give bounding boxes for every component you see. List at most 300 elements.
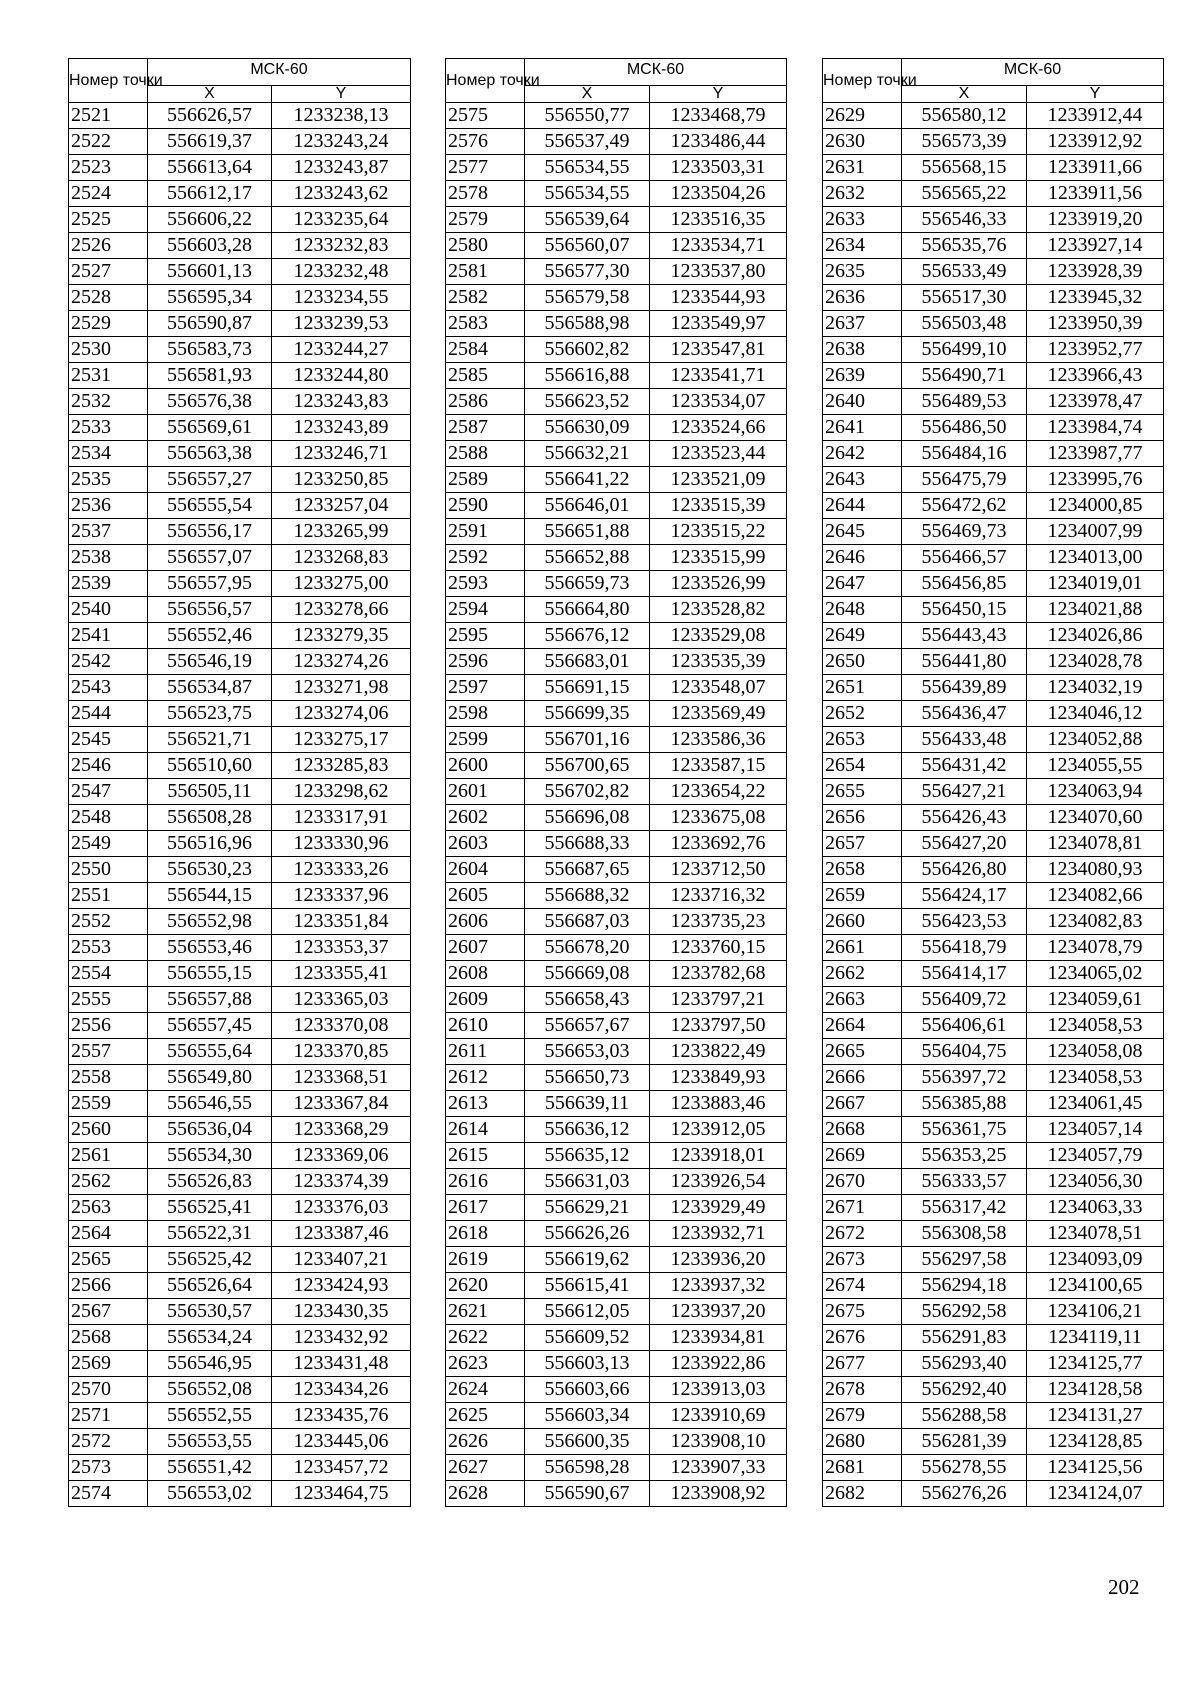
x-coordinate-cell: 556669,08 bbox=[525, 961, 650, 987]
y-coordinate-cell: 1233549,97 bbox=[650, 311, 787, 337]
table-row bbox=[69, 467, 411, 493]
y-coordinate-cell: 1234082,83 bbox=[1027, 909, 1164, 935]
y-header: Y bbox=[1027, 86, 1164, 103]
table-row bbox=[69, 311, 411, 337]
table-row bbox=[823, 233, 1164, 259]
table-row bbox=[69, 779, 411, 805]
point-number-cell: 2570 bbox=[69, 1377, 148, 1403]
table-row bbox=[69, 181, 411, 207]
table-row bbox=[69, 1117, 411, 1143]
point-number-cell: 2623 bbox=[446, 1351, 525, 1377]
y-coordinate-cell: 1233908,92 bbox=[650, 1481, 787, 1507]
point-number-cell: 2535 bbox=[69, 467, 148, 493]
table-row bbox=[446, 1039, 787, 1065]
y-coordinate-cell: 1233675,08 bbox=[650, 805, 787, 831]
y-coordinate-cell: 1234125,77 bbox=[1027, 1351, 1164, 1377]
table-row bbox=[823, 363, 1164, 389]
y-coordinate-cell: 1233950,39 bbox=[1027, 311, 1164, 337]
point-number-cell: 2549 bbox=[69, 831, 148, 857]
table-row bbox=[446, 987, 787, 1013]
y-coordinate-cell: 1234056,30 bbox=[1027, 1169, 1164, 1195]
y-coordinate-cell: 1233274,26 bbox=[272, 649, 411, 675]
x-coordinate-cell: 556276,26 bbox=[902, 1481, 1027, 1507]
x-coordinate-cell: 556557,45 bbox=[148, 1013, 272, 1039]
x-coordinate-cell: 556603,34 bbox=[525, 1403, 650, 1429]
y-coordinate-cell: 1234070,60 bbox=[1027, 805, 1164, 831]
y-coordinate-cell: 1233232,83 bbox=[272, 233, 411, 259]
y-coordinate-cell: 1233937,32 bbox=[650, 1273, 787, 1299]
point-number-cell: 2583 bbox=[446, 311, 525, 337]
point-number-cell: 2630 bbox=[823, 129, 902, 155]
x-coordinate-cell: 556385,88 bbox=[902, 1091, 1027, 1117]
point-number-cell: 2538 bbox=[69, 545, 148, 571]
y-coordinate-cell: 1233945,32 bbox=[1027, 285, 1164, 311]
point-number-cell: 2639 bbox=[823, 363, 902, 389]
table-row bbox=[446, 103, 787, 129]
table-row bbox=[69, 545, 411, 571]
x-coordinate-cell: 556278,55 bbox=[902, 1455, 1027, 1481]
table-row bbox=[823, 1481, 1164, 1507]
point-number-header: Номер точки bbox=[69, 59, 148, 103]
table-row bbox=[69, 701, 411, 727]
table-row bbox=[823, 805, 1164, 831]
table-row bbox=[69, 233, 411, 259]
point-number-cell: 2526 bbox=[69, 233, 148, 259]
y-coordinate-cell: 1233735,23 bbox=[650, 909, 787, 935]
x-coordinate-cell: 556534,24 bbox=[148, 1325, 272, 1351]
point-number-cell: 2634 bbox=[823, 233, 902, 259]
table-row bbox=[823, 857, 1164, 883]
y-coordinate-cell: 1233387,46 bbox=[272, 1221, 411, 1247]
y-coordinate-cell: 1233486,44 bbox=[650, 129, 787, 155]
table-row bbox=[69, 207, 411, 233]
x-coordinate-cell: 556552,08 bbox=[148, 1377, 272, 1403]
x-coordinate-cell: 556557,07 bbox=[148, 545, 272, 571]
y-coordinate-cell: 1233910,69 bbox=[650, 1403, 787, 1429]
table-row bbox=[69, 805, 411, 831]
table-row bbox=[69, 1299, 411, 1325]
point-number-cell: 2656 bbox=[823, 805, 902, 831]
x-coordinate-cell: 556508,28 bbox=[148, 805, 272, 831]
y-coordinate-cell: 1234100,65 bbox=[1027, 1273, 1164, 1299]
x-coordinate-cell: 556466,57 bbox=[902, 545, 1027, 571]
x-coordinate-cell: 556702,82 bbox=[525, 779, 650, 805]
table-row bbox=[823, 623, 1164, 649]
y-coordinate-cell: 1233922,86 bbox=[650, 1351, 787, 1377]
y-coordinate-cell: 1233370,08 bbox=[272, 1013, 411, 1039]
x-coordinate-cell: 556550,77 bbox=[525, 103, 650, 129]
point-number-cell: 2607 bbox=[446, 935, 525, 961]
point-number-cell: 2573 bbox=[69, 1455, 148, 1481]
y-coordinate-cell: 1233268,83 bbox=[272, 545, 411, 571]
point-number-cell: 2585 bbox=[446, 363, 525, 389]
point-number-cell: 2552 bbox=[69, 909, 148, 935]
x-coordinate-cell: 556588,98 bbox=[525, 311, 650, 337]
x-coordinate-cell: 556568,15 bbox=[902, 155, 1027, 181]
point-number-cell: 2612 bbox=[446, 1065, 525, 1091]
x-coordinate-cell: 556539,64 bbox=[525, 207, 650, 233]
point-number-cell: 2616 bbox=[446, 1169, 525, 1195]
point-number-cell: 2532 bbox=[69, 389, 148, 415]
point-number-cell: 2547 bbox=[69, 779, 148, 805]
y-coordinate-cell: 1234013,00 bbox=[1027, 545, 1164, 571]
x-coordinate-cell: 556484,16 bbox=[902, 441, 1027, 467]
table-row bbox=[823, 597, 1164, 623]
x-coordinate-cell: 556573,39 bbox=[902, 129, 1027, 155]
point-number-cell: 2648 bbox=[823, 597, 902, 623]
x-coordinate-cell: 556426,43 bbox=[902, 805, 1027, 831]
point-number-cell: 2659 bbox=[823, 883, 902, 909]
y-coordinate-cell: 1233368,29 bbox=[272, 1117, 411, 1143]
x-coordinate-cell: 556418,79 bbox=[902, 935, 1027, 961]
x-coordinate-cell: 556603,13 bbox=[525, 1351, 650, 1377]
y-coordinate-cell: 1234106,21 bbox=[1027, 1299, 1164, 1325]
x-coordinate-cell: 556652,88 bbox=[525, 545, 650, 571]
x-coordinate-cell: 556658,43 bbox=[525, 987, 650, 1013]
x-coordinate-cell: 556688,33 bbox=[525, 831, 650, 857]
point-number-cell: 2618 bbox=[446, 1221, 525, 1247]
point-number-cell: 2679 bbox=[823, 1403, 902, 1429]
table-row bbox=[69, 493, 411, 519]
y-coordinate-cell: 1233849,93 bbox=[650, 1065, 787, 1091]
point-number-cell: 2615 bbox=[446, 1143, 525, 1169]
point-number-cell: 2678 bbox=[823, 1377, 902, 1403]
y-coordinate-cell: 1233243,87 bbox=[272, 155, 411, 181]
table-row bbox=[823, 1377, 1164, 1403]
table-row bbox=[446, 233, 787, 259]
y-coordinate-cell: 1233928,39 bbox=[1027, 259, 1164, 285]
x-coordinate-cell: 556687,65 bbox=[525, 857, 650, 883]
table-row bbox=[446, 1065, 787, 1091]
y-coordinate-cell: 1233760,15 bbox=[650, 935, 787, 961]
y-coordinate-cell: 1233244,27 bbox=[272, 337, 411, 363]
y-coordinate-cell: 1233712,50 bbox=[650, 857, 787, 883]
table-row bbox=[69, 155, 411, 181]
table-row bbox=[446, 1117, 787, 1143]
y-coordinate-cell: 1233515,22 bbox=[650, 519, 787, 545]
table-row bbox=[823, 675, 1164, 701]
point-number-cell: 2669 bbox=[823, 1143, 902, 1169]
point-number-cell: 2600 bbox=[446, 753, 525, 779]
x-coordinate-cell: 556533,49 bbox=[902, 259, 1027, 285]
table-row bbox=[69, 103, 411, 129]
x-header: X bbox=[525, 86, 650, 103]
table-row bbox=[823, 1117, 1164, 1143]
y-coordinate-cell: 1233333,26 bbox=[272, 857, 411, 883]
x-coordinate-cell: 556557,88 bbox=[148, 987, 272, 1013]
x-coordinate-cell: 556486,50 bbox=[902, 415, 1027, 441]
y-coordinate-cell: 1233275,17 bbox=[272, 727, 411, 753]
x-coordinate-cell: 556522,31 bbox=[148, 1221, 272, 1247]
table-row bbox=[446, 311, 787, 337]
point-number-cell: 2527 bbox=[69, 259, 148, 285]
x-coordinate-cell: 556641,22 bbox=[525, 467, 650, 493]
x-coordinate-cell: 556472,62 bbox=[902, 493, 1027, 519]
point-number-cell: 2637 bbox=[823, 311, 902, 337]
x-coordinate-cell: 556560,07 bbox=[525, 233, 650, 259]
x-coordinate-cell: 556590,87 bbox=[148, 311, 272, 337]
table-row bbox=[823, 415, 1164, 441]
table-row bbox=[823, 311, 1164, 337]
table-row bbox=[446, 1221, 787, 1247]
x-coordinate-cell: 556651,88 bbox=[525, 519, 650, 545]
y-coordinate-cell: 1233351,84 bbox=[272, 909, 411, 935]
y-coordinate-cell: 1233528,82 bbox=[650, 597, 787, 623]
point-number-cell: 2627 bbox=[446, 1455, 525, 1481]
x-coordinate-cell: 556546,19 bbox=[148, 649, 272, 675]
y-coordinate-cell: 1233797,21 bbox=[650, 987, 787, 1013]
table-row bbox=[69, 1065, 411, 1091]
table-row bbox=[69, 1325, 411, 1351]
table-row bbox=[69, 1481, 411, 1507]
table-row bbox=[823, 1429, 1164, 1455]
point-number-cell: 2676 bbox=[823, 1325, 902, 1351]
point-number-cell: 2586 bbox=[446, 389, 525, 415]
coordinates-table-3 bbox=[822, 58, 1164, 1507]
x-coordinate-cell: 556409,72 bbox=[902, 987, 1027, 1013]
x-coordinate-cell: 556555,64 bbox=[148, 1039, 272, 1065]
point-number-cell: 2576 bbox=[446, 129, 525, 155]
x-coordinate-cell: 556557,27 bbox=[148, 467, 272, 493]
x-coordinate-cell: 556579,58 bbox=[525, 285, 650, 311]
x-coordinate-cell: 556557,95 bbox=[148, 571, 272, 597]
y-coordinate-cell: 1233523,44 bbox=[650, 441, 787, 467]
x-coordinate-cell: 556603,28 bbox=[148, 233, 272, 259]
y-coordinate-cell: 1234019,01 bbox=[1027, 571, 1164, 597]
x-coordinate-cell: 556526,64 bbox=[148, 1273, 272, 1299]
y-coordinate-cell: 1233535,39 bbox=[650, 649, 787, 675]
point-number-cell: 2610 bbox=[446, 1013, 525, 1039]
point-number-cell: 2622 bbox=[446, 1325, 525, 1351]
y-coordinate-cell: 1234021,88 bbox=[1027, 597, 1164, 623]
point-number-cell: 2595 bbox=[446, 623, 525, 649]
table-row bbox=[823, 935, 1164, 961]
table-row bbox=[446, 727, 787, 753]
point-number-cell: 2636 bbox=[823, 285, 902, 311]
table-row bbox=[823, 1455, 1164, 1481]
table-row bbox=[823, 389, 1164, 415]
table-row bbox=[446, 1377, 787, 1403]
point-number-cell: 2632 bbox=[823, 181, 902, 207]
point-number-cell: 2614 bbox=[446, 1117, 525, 1143]
x-coordinate-cell: 556552,55 bbox=[148, 1403, 272, 1429]
point-number-cell: 2682 bbox=[823, 1481, 902, 1507]
x-coordinate-cell: 556297,58 bbox=[902, 1247, 1027, 1273]
table-row bbox=[823, 1403, 1164, 1429]
table-row bbox=[446, 571, 787, 597]
point-number-header: Номер точки bbox=[446, 59, 525, 103]
point-number-cell: 2642 bbox=[823, 441, 902, 467]
point-number-cell: 2558 bbox=[69, 1065, 148, 1091]
x-coordinate-cell: 556609,52 bbox=[525, 1325, 650, 1351]
table-row bbox=[446, 493, 787, 519]
table-row bbox=[446, 1195, 787, 1221]
x-coordinate-cell: 556546,55 bbox=[148, 1091, 272, 1117]
table-row bbox=[69, 1403, 411, 1429]
x-coordinate-cell: 556630,09 bbox=[525, 415, 650, 441]
x-coordinate-cell: 556683,01 bbox=[525, 649, 650, 675]
point-number-cell: 2582 bbox=[446, 285, 525, 311]
table-row bbox=[69, 285, 411, 311]
point-number-cell: 2620 bbox=[446, 1273, 525, 1299]
x-coordinate-cell: 556676,12 bbox=[525, 623, 650, 649]
y-coordinate-cell: 1233537,80 bbox=[650, 259, 787, 285]
table-row bbox=[69, 1429, 411, 1455]
point-number-cell: 2641 bbox=[823, 415, 902, 441]
y-coordinate-cell: 1233912,05 bbox=[650, 1117, 787, 1143]
point-number-cell: 2546 bbox=[69, 753, 148, 779]
point-number-cell: 2560 bbox=[69, 1117, 148, 1143]
point-number-cell: 2599 bbox=[446, 727, 525, 753]
x-coordinate-cell: 556553,55 bbox=[148, 1429, 272, 1455]
table-row bbox=[446, 389, 787, 415]
table-row bbox=[446, 181, 787, 207]
x-coordinate-cell: 556431,42 bbox=[902, 753, 1027, 779]
table-row bbox=[823, 909, 1164, 935]
y-coordinate-cell: 1234007,99 bbox=[1027, 519, 1164, 545]
table-row bbox=[446, 1091, 787, 1117]
point-number-cell: 2556 bbox=[69, 1013, 148, 1039]
point-number-cell: 2530 bbox=[69, 337, 148, 363]
table-row bbox=[823, 1325, 1164, 1351]
x-coordinate-cell: 556534,30 bbox=[148, 1143, 272, 1169]
table-row bbox=[823, 467, 1164, 493]
point-number-cell: 2601 bbox=[446, 779, 525, 805]
table-row bbox=[823, 1351, 1164, 1377]
point-number-cell: 2559 bbox=[69, 1091, 148, 1117]
x-header: X bbox=[902, 86, 1027, 103]
table-row bbox=[69, 1169, 411, 1195]
y-coordinate-cell: 1233966,43 bbox=[1027, 363, 1164, 389]
table-row bbox=[69, 623, 411, 649]
point-number-cell: 2562 bbox=[69, 1169, 148, 1195]
y-coordinate-cell: 1233250,85 bbox=[272, 467, 411, 493]
table-row bbox=[446, 1273, 787, 1299]
x-coordinate-cell: 556616,88 bbox=[525, 363, 650, 389]
x-coordinate-cell: 556552,98 bbox=[148, 909, 272, 935]
coordinate-system-header: МСК-60 bbox=[148, 59, 411, 86]
point-number-cell: 2555 bbox=[69, 987, 148, 1013]
point-number-cell: 2548 bbox=[69, 805, 148, 831]
x-coordinate-cell: 556556,57 bbox=[148, 597, 272, 623]
y-coordinate-cell: 1233355,41 bbox=[272, 961, 411, 987]
table-row bbox=[823, 987, 1164, 1013]
x-coordinate-cell: 556546,33 bbox=[902, 207, 1027, 233]
x-coordinate-cell: 556555,54 bbox=[148, 493, 272, 519]
point-number-cell: 2589 bbox=[446, 467, 525, 493]
point-number-cell: 2664 bbox=[823, 1013, 902, 1039]
point-number-cell: 2587 bbox=[446, 415, 525, 441]
x-coordinate-cell: 556406,61 bbox=[902, 1013, 1027, 1039]
x-coordinate-cell: 556308,58 bbox=[902, 1221, 1027, 1247]
point-number-cell: 2588 bbox=[446, 441, 525, 467]
table-row bbox=[69, 1377, 411, 1403]
y-coordinate-cell: 1233587,15 bbox=[650, 753, 787, 779]
point-number-cell: 2568 bbox=[69, 1325, 148, 1351]
x-coordinate-cell: 556456,85 bbox=[902, 571, 1027, 597]
y-coordinate-cell: 1233912,92 bbox=[1027, 129, 1164, 155]
x-coordinate-cell: 556536,04 bbox=[148, 1117, 272, 1143]
y-coordinate-cell: 1233547,81 bbox=[650, 337, 787, 363]
point-number-cell: 2545 bbox=[69, 727, 148, 753]
x-coordinate-cell: 556691,15 bbox=[525, 675, 650, 701]
x-coordinate-cell: 556521,71 bbox=[148, 727, 272, 753]
y-coordinate-cell: 1233278,66 bbox=[272, 597, 411, 623]
point-number-cell: 2667 bbox=[823, 1091, 902, 1117]
table-row bbox=[823, 1247, 1164, 1273]
x-coordinate-cell: 556535,76 bbox=[902, 233, 1027, 259]
table-row bbox=[69, 363, 411, 389]
y-coordinate-cell: 1233929,49 bbox=[650, 1195, 787, 1221]
point-number-cell: 2654 bbox=[823, 753, 902, 779]
point-number-cell: 2537 bbox=[69, 519, 148, 545]
point-number-cell: 2531 bbox=[69, 363, 148, 389]
x-coordinate-cell: 556612,17 bbox=[148, 181, 272, 207]
point-number-cell: 2581 bbox=[446, 259, 525, 285]
y-coordinate-cell: 1234128,58 bbox=[1027, 1377, 1164, 1403]
x-coordinate-cell: 556600,35 bbox=[525, 1429, 650, 1455]
x-coordinate-cell: 556553,46 bbox=[148, 935, 272, 961]
x-coordinate-cell: 556626,26 bbox=[525, 1221, 650, 1247]
point-number-cell: 2638 bbox=[823, 337, 902, 363]
table-row bbox=[69, 909, 411, 935]
x-coordinate-cell: 556537,49 bbox=[525, 129, 650, 155]
y-coordinate-cell: 1233457,72 bbox=[272, 1455, 411, 1481]
y-coordinate-cell: 1233275,00 bbox=[272, 571, 411, 597]
point-number-cell: 2524 bbox=[69, 181, 148, 207]
y-coordinate-cell: 1233279,35 bbox=[272, 623, 411, 649]
point-number-cell: 2619 bbox=[446, 1247, 525, 1273]
point-number-cell: 2606 bbox=[446, 909, 525, 935]
table-row bbox=[446, 753, 787, 779]
table-row bbox=[446, 675, 787, 701]
table-row bbox=[446, 1351, 787, 1377]
y-coordinate-cell: 1234078,51 bbox=[1027, 1221, 1164, 1247]
table-row bbox=[69, 597, 411, 623]
point-number-cell: 2604 bbox=[446, 857, 525, 883]
table-row bbox=[446, 805, 787, 831]
coordinates-table-1 bbox=[68, 58, 411, 1507]
point-number-cell: 2565 bbox=[69, 1247, 148, 1273]
y-coordinate-cell: 1233368,51 bbox=[272, 1065, 411, 1091]
point-number-cell: 2579 bbox=[446, 207, 525, 233]
table-row bbox=[446, 1403, 787, 1429]
point-number-cell: 2675 bbox=[823, 1299, 902, 1325]
x-coordinate-cell: 556427,20 bbox=[902, 831, 1027, 857]
y-coordinate-cell: 1233504,26 bbox=[650, 181, 787, 207]
point-number-cell: 2647 bbox=[823, 571, 902, 597]
point-number-cell: 2644 bbox=[823, 493, 902, 519]
y-coordinate-cell: 1234026,86 bbox=[1027, 623, 1164, 649]
x-coordinate-cell: 556565,22 bbox=[902, 181, 1027, 207]
point-number-cell: 2650 bbox=[823, 649, 902, 675]
x-coordinate-cell: 556443,43 bbox=[902, 623, 1027, 649]
y-coordinate-cell: 1234082,66 bbox=[1027, 883, 1164, 909]
x-coordinate-cell: 556530,23 bbox=[148, 857, 272, 883]
x-coordinate-cell: 556563,38 bbox=[148, 441, 272, 467]
point-number-cell: 2655 bbox=[823, 779, 902, 805]
point-number-cell: 2628 bbox=[446, 1481, 525, 1507]
table-row bbox=[446, 909, 787, 935]
y-coordinate-cell: 1234119,11 bbox=[1027, 1325, 1164, 1351]
x-coordinate-cell: 556526,83 bbox=[148, 1169, 272, 1195]
x-coordinate-cell: 556583,73 bbox=[148, 337, 272, 363]
point-number-cell: 2611 bbox=[446, 1039, 525, 1065]
table-row bbox=[69, 571, 411, 597]
point-number-cell: 2571 bbox=[69, 1403, 148, 1429]
point-number-cell: 2661 bbox=[823, 935, 902, 961]
table-row bbox=[69, 337, 411, 363]
